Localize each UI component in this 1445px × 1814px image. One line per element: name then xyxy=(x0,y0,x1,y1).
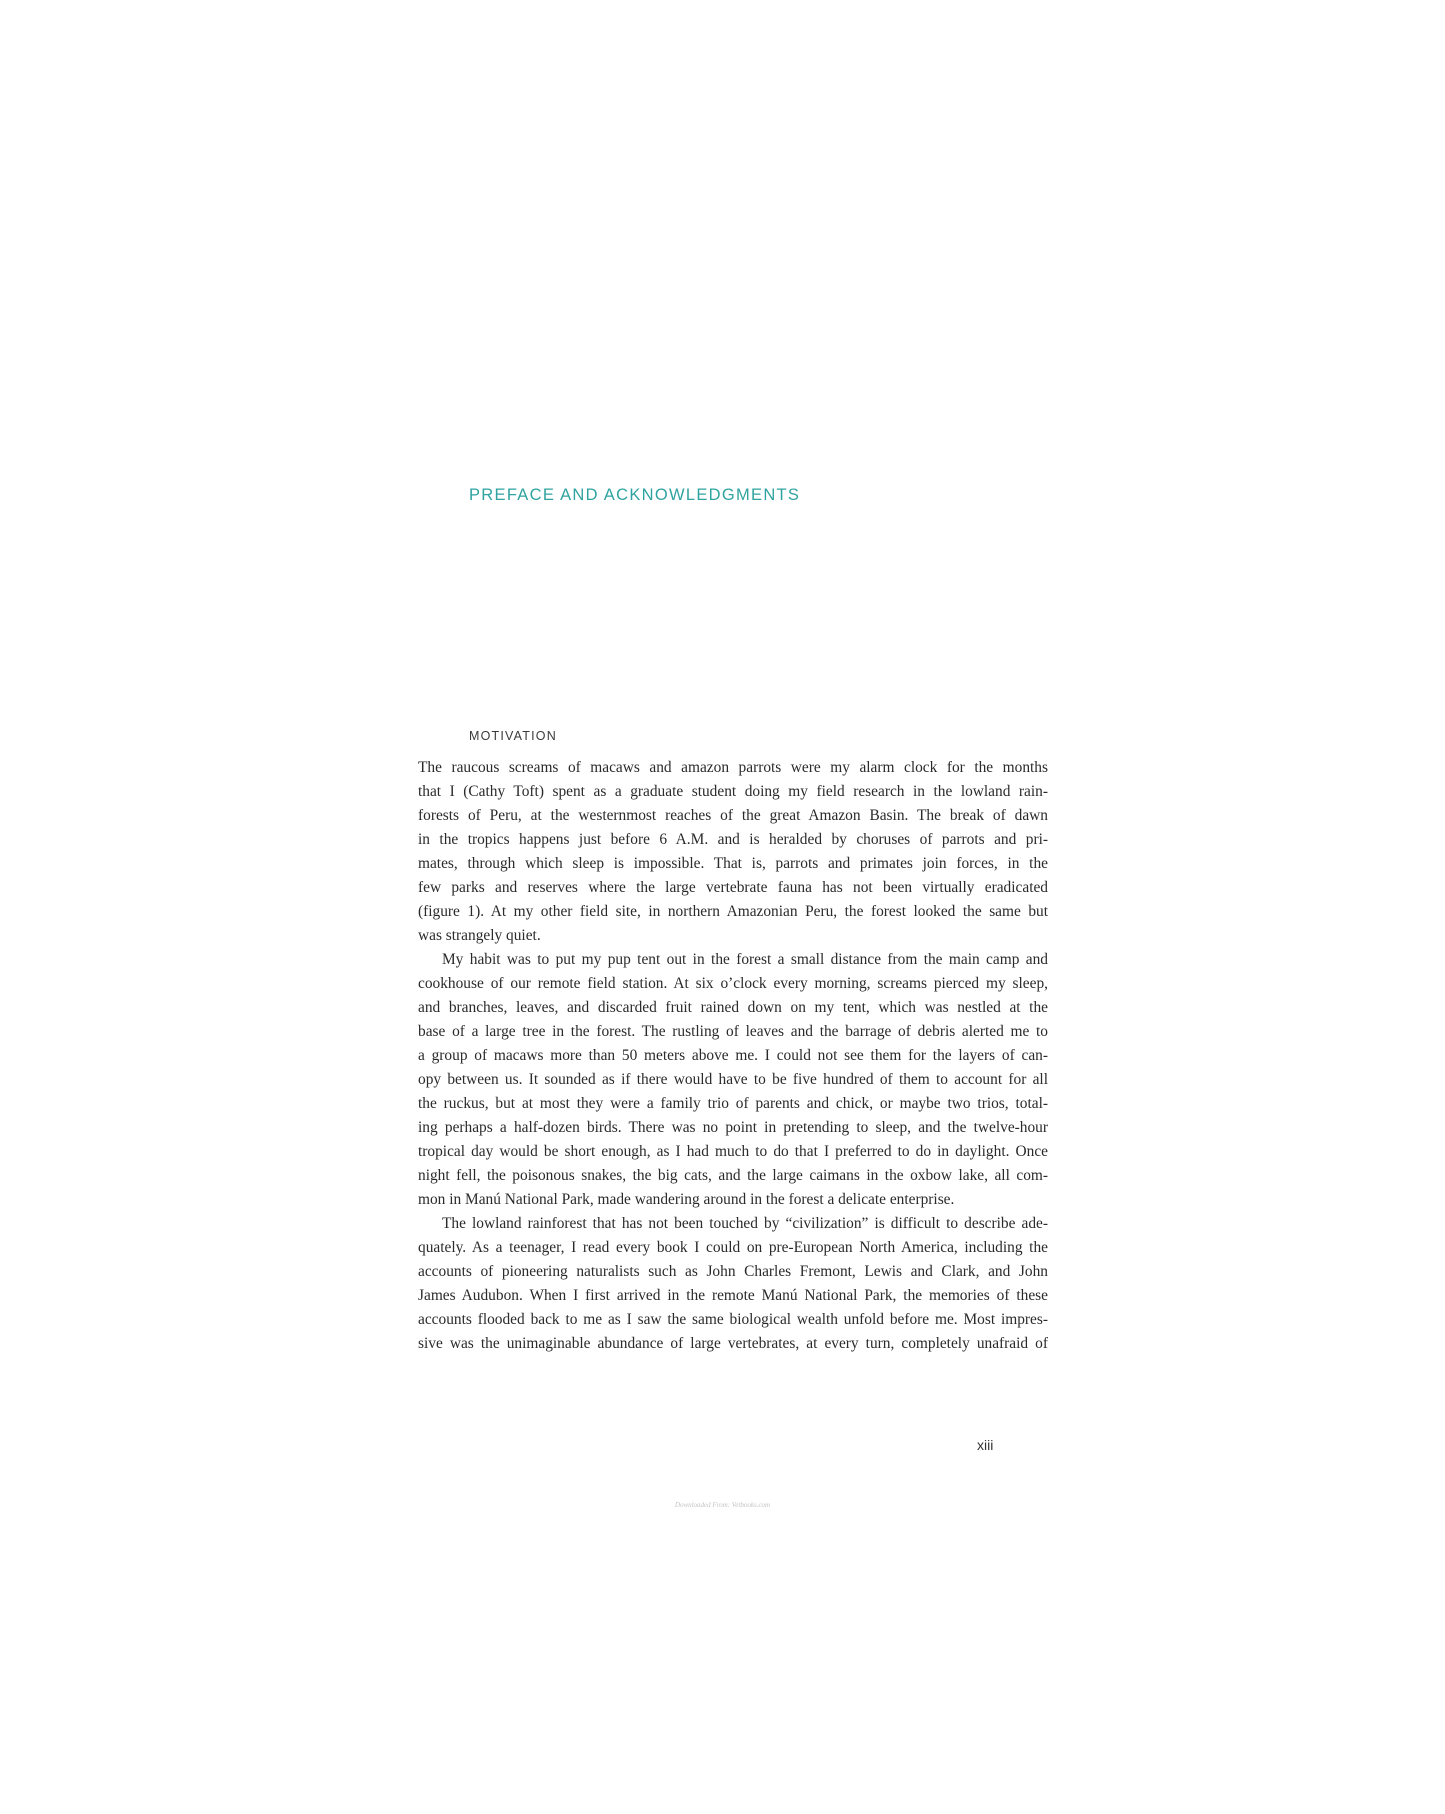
body-text xyxy=(418,756,1048,1356)
text-line: cookhouse of our remote field station. At six o’clock every morning, screams pierced my sleep, xyxy=(418,975,1048,992)
text-line: and branches, leaves, and discarded fruit rained down on my tent, which was nestled at the xyxy=(418,999,1048,1016)
text-line: few parks and reserves where the large vertebrate fauna has not been virtually eradicated xyxy=(418,879,1048,896)
section-heading: MOTIVATION xyxy=(469,729,557,743)
text-line: was strangely quiet. xyxy=(418,927,541,944)
text-line: ing perhaps a half-dozen birds. There was no point in pretending to sleep, and the twelve-hour xyxy=(418,1119,1048,1136)
text-line: quately. As a teenager, I read every book I could on pre-European North America, including the xyxy=(418,1239,1048,1256)
text-line: that I (Cathy Toft) spent as a graduate student doing my field research in the lowland rain- xyxy=(418,783,1048,800)
text-line: The lowland rainforest that has not been touched by “civilization” is difficult to describe ade- xyxy=(442,1215,1048,1232)
text-line: opy between us. It sounded as if there would have to be five hundred of them to account for all xyxy=(418,1071,1048,1088)
text-line: James Audubon. When I first arrived in the remote Manú National Park, the memories of these xyxy=(418,1287,1048,1304)
chapter-title: PREFACE AND ACKNOWLEDGMENTS xyxy=(469,486,801,504)
page-number: xiii xyxy=(977,1437,994,1453)
text-line: sive was the unimaginable abundance of large vertebrates, at every turn, completely unafraid of xyxy=(418,1335,1048,1352)
text-line: My habit was to put my pup tent out in the forest a small distance from the main camp and xyxy=(442,951,1048,968)
watermark: Downloaded From: Vetbooks.com xyxy=(674,1501,771,1509)
text-line: the ruckus, but at most they were a family trio of parents and chick, or maybe two trios, total- xyxy=(418,1095,1048,1112)
text-line: forests of Peru, at the westernmost reaches of the great Amazon Basin. The break of dawn xyxy=(418,807,1048,824)
text-line: tropical day would be short enough, as I had much to do that I preferred to do in daylight. Once xyxy=(418,1143,1048,1160)
text-line: base of a large tree in the forest. The rustling of leaves and the barrage of debris alerted me to xyxy=(418,1023,1048,1040)
text-line: night fell, the poisonous snakes, the big cats, and the large caimans in the oxbow lake, all com- xyxy=(418,1167,1048,1184)
text-line: mon in Manú National Park, made wandering around in the forest a delicate enterprise. xyxy=(418,1191,955,1208)
text-line: accounts of pioneering naturalists such as John Charles Fremont, Lewis and Clark, and John xyxy=(418,1263,1048,1280)
text-line: mates, through which sleep is impossible. That is, parrots and primates join forces, in the xyxy=(418,855,1048,872)
text-line: in the tropics happens just before 6 A.M. and is heralded by choruses of parrots and pri- xyxy=(418,831,1048,848)
text-line: accounts flooded back to me as I saw the same biological wealth unfold before me. Most impres- xyxy=(418,1311,1048,1328)
text-line: The raucous screams of macaws and amazon parrots were my alarm clock for the months xyxy=(418,759,1048,776)
text-line: (figure 1). At my other field site, in northern Amazonian Peru, the forest looked the same but xyxy=(418,903,1048,920)
text-line: a group of macaws more than 50 meters above me. I could not see them for the layers of can- xyxy=(418,1047,1048,1064)
